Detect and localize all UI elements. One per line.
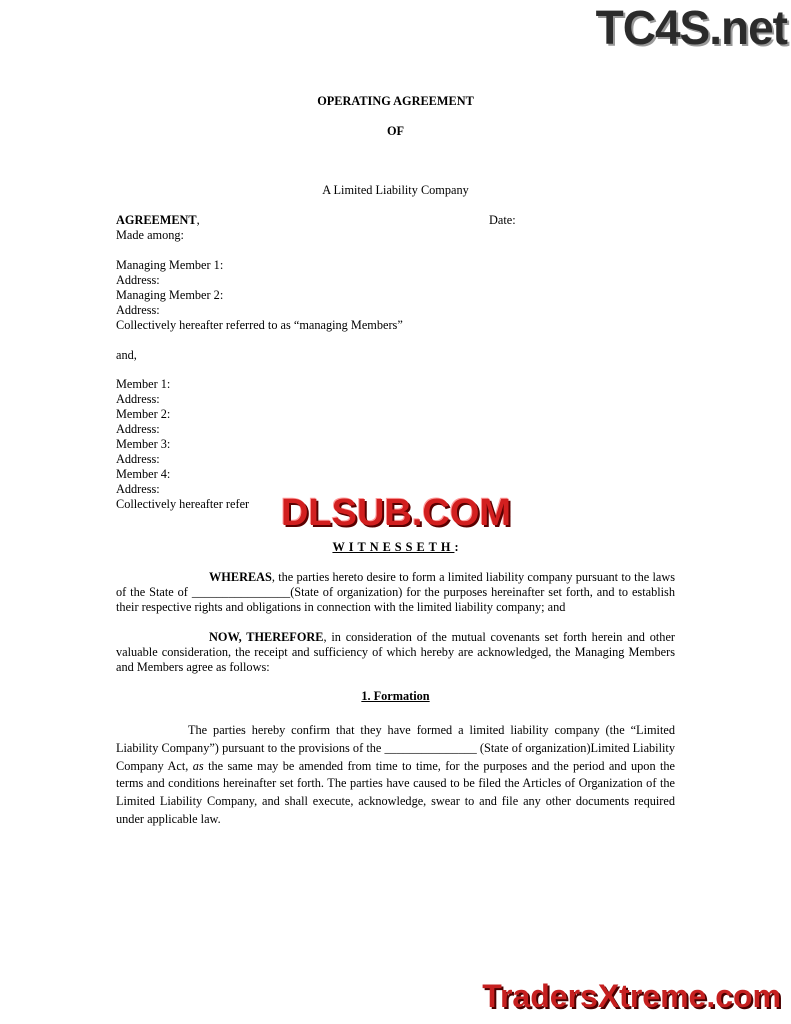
member-2-address: Address: (116, 422, 160, 436)
members-collective-note: Collectively hereafter refer (116, 497, 250, 511)
section-1-text-b: the same may be amended from time to time, for the purposes and the period and upon the terms and conditions hereinafter set forth. The parties have caused to be filed the Articles of Organization of the Limited Liability Company, and shall execute, acknowledge, swear to and file any other documents required under applicable law. (116, 758, 675, 826)
member-4-label: Member 4: (116, 467, 171, 481)
section-1-text-a: The parties hereby confirm that they have formed a limited liability company (the “Limited Liability Company”) pursuant to the provisions of the _______________ (State of organization)Limited Liability Company Act, (116, 723, 675, 773)
managing-member-2-label: Managing Member 2: (116, 288, 224, 302)
now-therefore-label: NOW, THEREFORE (209, 630, 324, 644)
managing-member-1-address: Address: (116, 273, 160, 287)
agreement-suffix: , (196, 213, 200, 227)
tc4s-watermark: TC4S.net (595, 0, 787, 55)
section-1-paragraph (116, 722, 675, 829)
member-4-address: Address: (116, 482, 160, 496)
document-title-of: OF (386, 124, 405, 138)
witnesseth-text: WITNESSETH (332, 540, 455, 554)
now-therefore-text: , in consideration of the mutual covenants set forth herein and other valuable consideration, the receipt and sufficiency of which hereby are acknowledged, the Managing Members and Members agree as follows: (116, 630, 676, 674)
managing-member-2-address: Address: (116, 303, 160, 317)
document-title: OPERATING AGREEMENT (317, 94, 474, 108)
dlsub-watermark: DLSUB.COM (256, 494, 536, 532)
whereas-paragraph (116, 570, 675, 615)
witnesseth-colon: : (454, 540, 459, 554)
whereas-text: , the parties hereto desire to form a limited liability company pursuant to the laws of the State of ________________(State of organization) for the purposes hereinafter set forth, and to establish their respective rights and obligations in connection with the limited liability company; and (116, 570, 675, 614)
agreement-heading (116, 213, 200, 228)
member-2-label: Member 2: (116, 407, 171, 421)
and-connector: and, (116, 348, 137, 362)
agreement-label: AGREEMENT (116, 213, 197, 227)
now-therefore-paragraph (116, 630, 675, 675)
managing-collective-note: Collectively hereafter referred to as “managing Members” (116, 318, 403, 332)
witnesseth-heading (0, 540, 791, 555)
company-type: A Limited Liability Company (322, 183, 469, 197)
tradersxtreme-watermark: TradersXtreme.com (482, 978, 781, 1014)
member-3-label: Member 3: (116, 437, 171, 451)
managing-member-1-label: Managing Member 1: (116, 258, 224, 272)
member-1-label: Member 1: (116, 377, 171, 391)
made-among: Made among: (116, 228, 184, 242)
whereas-label: WHEREAS (209, 570, 272, 584)
date-label: Date: (489, 213, 516, 227)
member-1-address: Address: (116, 392, 160, 406)
section-1-heading: 1. Formation (361, 689, 430, 703)
section-1-text-italic: as (192, 758, 204, 773)
member-3-address: Address: (116, 452, 160, 466)
